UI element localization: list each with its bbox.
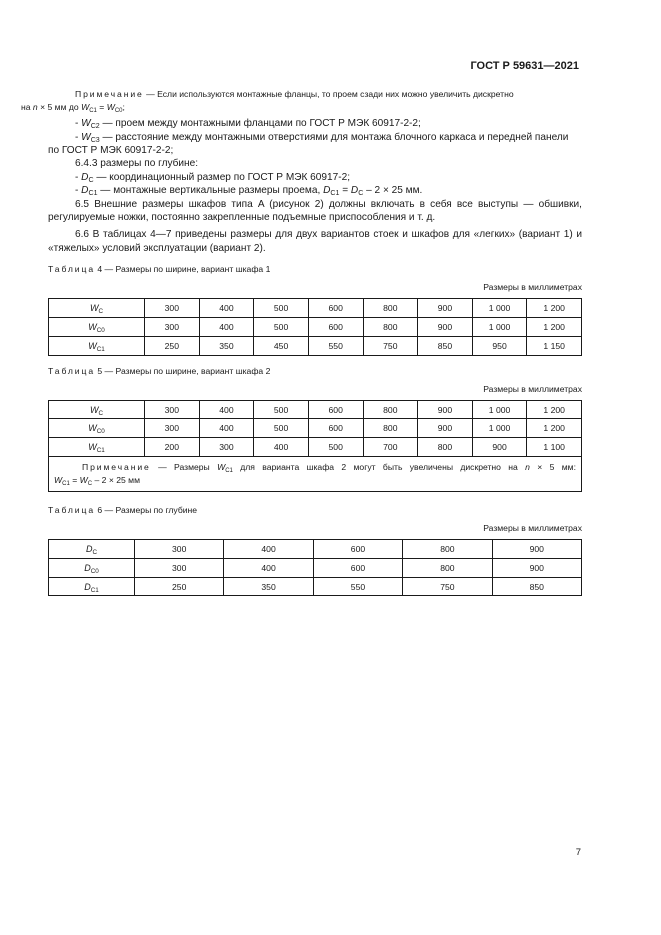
table-cell: 800 — [418, 438, 473, 457]
table-cell: 400 — [199, 419, 254, 438]
table-5-caption: Таблица 5 — Размеры по ширине, вариант шкафа 2 — [48, 365, 271, 376]
list-item-dc1: - $D_{C1}$ — монтажные вертикальные размеры проема, $D_{C1} = D_C - 2 \times 25$ мм. — [75, 185, 423, 198]
table-cell: 800 — [403, 558, 492, 577]
table-cell: 900 — [418, 419, 473, 438]
note-label: Примечание — [75, 89, 144, 99]
table-5 — [48, 400, 582, 492]
table-note-row — [49, 457, 582, 492]
table-cell: 1 200 — [527, 400, 582, 419]
note-continuation: на n × 5 мм до $W_{C1} = W_{C0}$; — [21, 101, 125, 114]
table-row — [49, 336, 582, 355]
table-row — [49, 438, 582, 457]
table-cell: 800 — [363, 419, 418, 438]
table-cell: 400 — [199, 400, 254, 419]
row-label: $W_{C0}$ — [49, 318, 145, 337]
row-label: $W_{C1}$ — [49, 438, 145, 457]
row-label: $D_{C1}$ — [49, 577, 135, 596]
table-cell: 900 — [418, 318, 473, 337]
table-6-caption: Таблица 6 — Размеры по глубине — [48, 505, 198, 516]
table-cell: 700 — [363, 438, 418, 457]
table-cell: 300 — [145, 318, 200, 337]
page-content — [21, 88, 582, 596]
table-cell: 250 — [145, 336, 200, 355]
table-cell: 600 — [308, 419, 363, 438]
table-cell: 1 000 — [472, 400, 527, 419]
row-label: $D_{C0}$ — [49, 558, 135, 577]
table-4 — [48, 298, 582, 355]
table-cell: 400 — [224, 558, 313, 577]
paragraph-6-5: 6.5 Внешние размеры шкафов типа A (рисунок 2) должны включать в себя все выступы — обшивки, регулируемые ножки, постоянно закрепленные подъемные приспособления и т. д. — [48, 198, 582, 224]
table-cell: 850 — [418, 336, 473, 355]
table-cell: 400 — [199, 318, 254, 337]
table-cell: 500 — [254, 400, 309, 419]
table-cell: 1 200 — [527, 299, 582, 318]
table-cell: 1 000 — [472, 299, 527, 318]
table-cell: 1 100 — [527, 438, 582, 457]
table-cell: 900 — [492, 558, 581, 577]
list-item-wc2: - $W_{C2}$ — проем между монтажными фланцами по ГОСТ Р МЭК 60917-2-2; — [75, 118, 421, 131]
table-4-caption: Таблица 4 — Размеры по ширине, вариант шкафа 1 — [48, 264, 271, 275]
table-row — [49, 540, 582, 559]
table-cell: 500 — [254, 299, 309, 318]
list-item-wc3: - $W_{C3}$ — расстояние между монтажными отверстиями для монтажа блочного каркаса и передней панели по ГОСТ Р МЭК 60917-2-2; — [48, 131, 569, 156]
note-top — [21, 88, 582, 114]
table-cell: 600 — [308, 400, 363, 419]
table-cell: 1 150 — [527, 336, 582, 355]
table-row — [49, 299, 582, 318]
table-cell: 500 — [308, 438, 363, 457]
table-row — [49, 318, 582, 337]
table-cell: 950 — [472, 336, 527, 355]
table-cell: 400 — [254, 438, 309, 457]
row-label: $W_{C0}$ — [49, 419, 145, 438]
table-cell: 900 — [472, 438, 527, 457]
table-cell: 400 — [224, 540, 313, 559]
page-number: 7 — [575, 847, 581, 858]
table-cell: 350 — [199, 336, 254, 355]
table-5-units: Размеры в миллиметрах — [483, 383, 582, 394]
note-text: — Если используются монтажные фланцы, то проем сзади них можно увеличить дискретно — [143, 89, 514, 99]
table-cell: 850 — [492, 577, 581, 596]
table-cell: 1 000 — [472, 318, 527, 337]
table-cell: 600 — [313, 558, 402, 577]
table-cell: 300 — [145, 299, 200, 318]
table-cell: 1 200 — [527, 419, 582, 438]
table-cell: 1 000 — [472, 419, 527, 438]
table-cell: 300 — [199, 438, 254, 457]
table-cell: 500 — [254, 318, 309, 337]
row-label: $D_C$ — [49, 540, 135, 559]
table-6 — [48, 539, 582, 596]
table-cell: 750 — [363, 336, 418, 355]
table-cell: 800 — [363, 400, 418, 419]
table-row — [49, 400, 582, 419]
table-cell: 900 — [418, 299, 473, 318]
table-row — [49, 419, 582, 438]
paragraph-6-6: 6.6 В таблицах 4—7 приведены размеры для двух вариантов стоек и шкафов для «легких» (вариант 1) и «тяжелых» условий эксплуатации (вариант 2). — [48, 229, 582, 254]
table-cell: 800 — [403, 540, 492, 559]
row-label: $W_{C1}$ — [49, 336, 145, 355]
table-cell: 500 — [254, 419, 309, 438]
table-cell: 300 — [145, 400, 200, 419]
table-row — [49, 558, 582, 577]
table-cell: 550 — [308, 336, 363, 355]
table-5-note: Примечание — Размеры $W_{C1}$ для варианта шкафа 2 могут быть увеличены дискретно на n × 5 мм: $W_{C1} = W_C - 2 \times 25$ мм — [49, 457, 582, 492]
table-cell: 250 — [135, 577, 224, 596]
table-cell: 800 — [363, 299, 418, 318]
table-cell: 600 — [308, 299, 363, 318]
table-cell: 900 — [492, 540, 581, 559]
table-4-units: Размеры в миллиметрах — [483, 282, 582, 293]
table-cell: 900 — [418, 400, 473, 419]
table-row — [49, 577, 582, 596]
table-cell: 350 — [224, 577, 313, 596]
table-6-units: Размеры в миллиметрах — [483, 523, 582, 534]
table-cell: 800 — [363, 318, 418, 337]
document-id-header: ГОСТ Р 59631—2021 — [470, 60, 579, 72]
table-cell: 300 — [135, 540, 224, 559]
depth-heading: 6.4.3 размеры по глубине: — [75, 158, 199, 170]
row-label: $W_C$ — [49, 400, 145, 419]
row-label: $W_C$ — [49, 299, 145, 318]
table-cell: 300 — [145, 419, 200, 438]
table-cell: 200 — [145, 438, 200, 457]
list-item-dc: - $D_C$ — координационный размер по ГОСТ Р МЭК 60917-2; — [75, 171, 351, 184]
table-cell: 450 — [254, 336, 309, 355]
table-cell: 300 — [135, 558, 224, 577]
table-cell: 750 — [403, 577, 492, 596]
table-cell: 600 — [313, 540, 402, 559]
table-cell: 550 — [313, 577, 402, 596]
table-cell: 1 200 — [527, 318, 582, 337]
table-cell: 400 — [199, 299, 254, 318]
table-cell: 600 — [308, 318, 363, 337]
